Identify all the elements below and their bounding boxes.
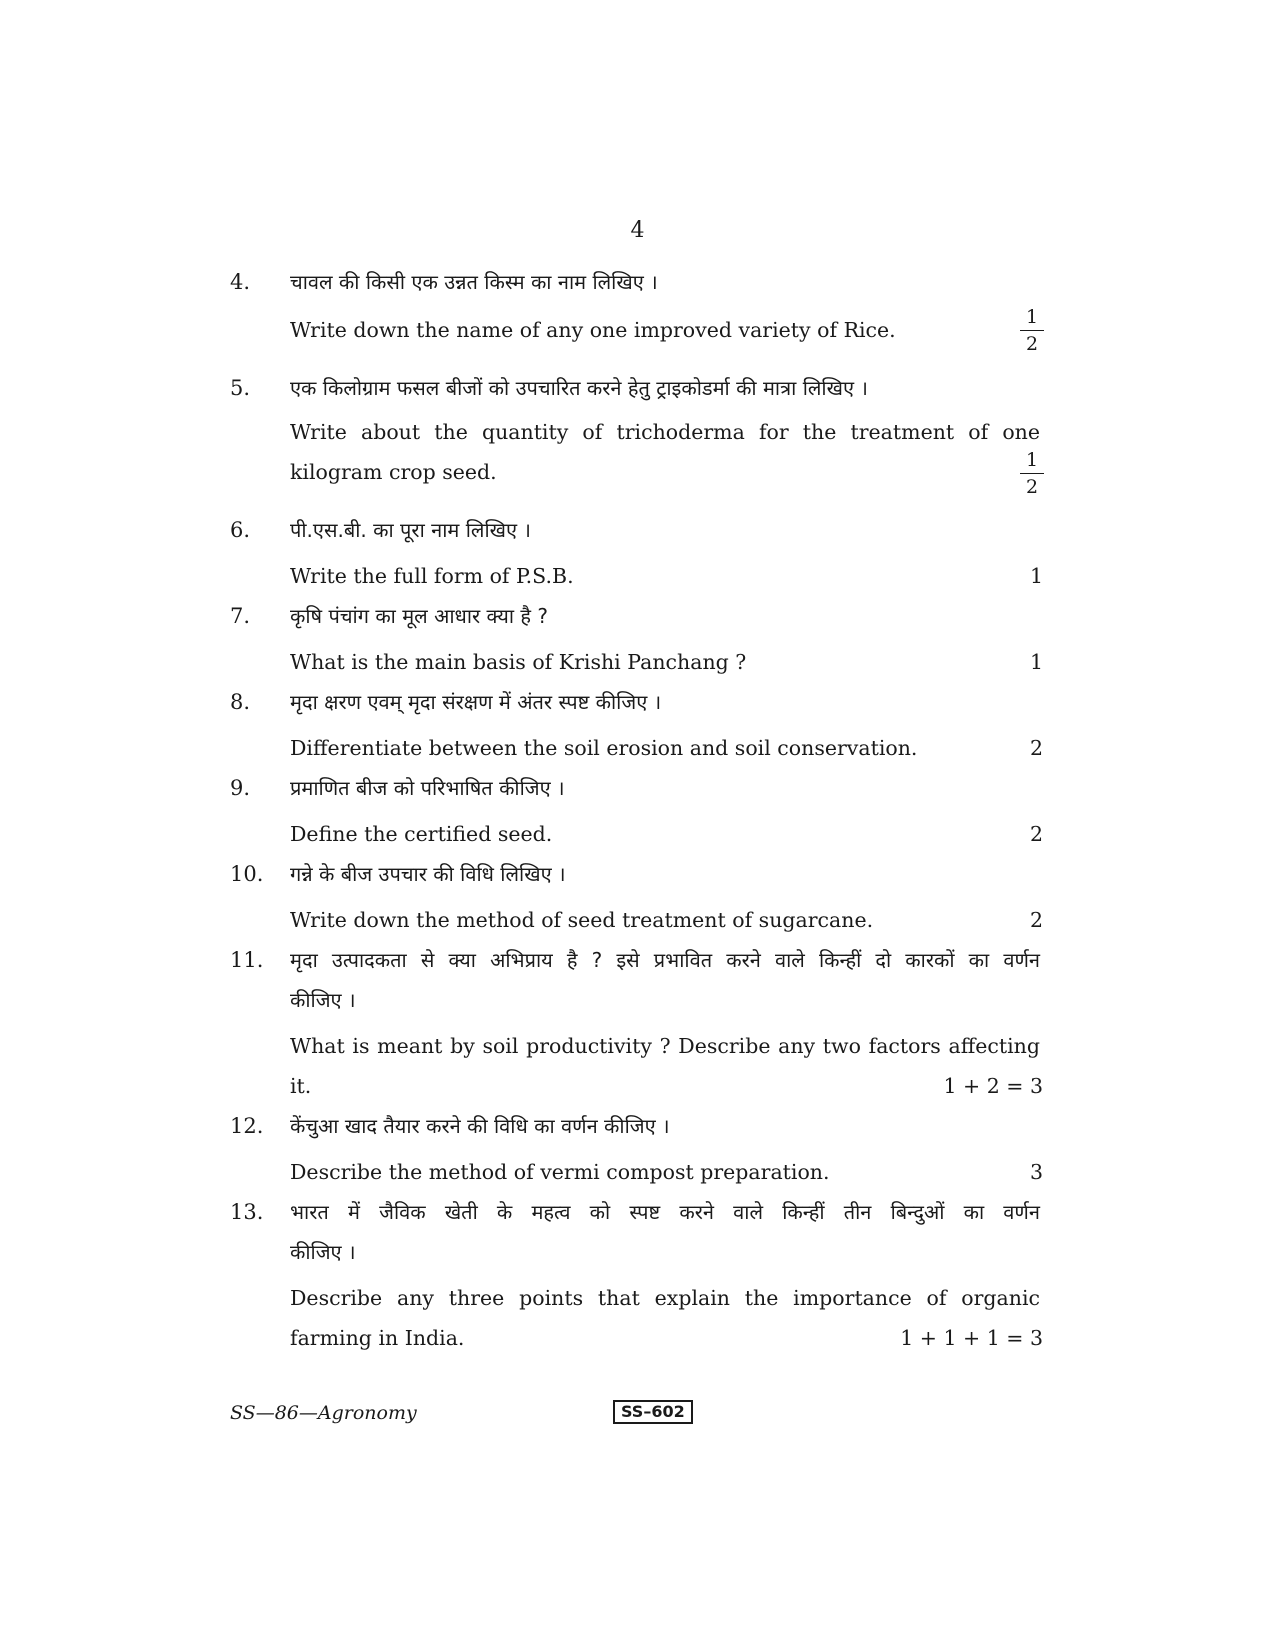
question-number: 11. — [230, 948, 264, 972]
fraction-denominator: 2 — [1025, 476, 1039, 498]
english-text: Write down the method of seed treatment of sugarcane. — [290, 908, 874, 932]
question-number: 12. — [230, 1114, 264, 1138]
hindi-text: भारत में जैविक खेती के महत्व को स्पष्ट करने वाले किन्हीं तीन बिन्दुओं का वर्णन — [290, 1200, 1040, 1224]
question-number: 4. — [230, 270, 251, 294]
hindi-text: मृदा उत्पादकता से क्या अभिप्राय है ? इसे प्रभावित करने वाले किन्हीं दो कारकों का वर्णन — [290, 948, 1040, 972]
hindi-text: केंचुआ खाद तैयार करने की विधि का वर्णन कीजिए । — [290, 1114, 670, 1138]
fraction-numerator: 1 — [1025, 449, 1039, 471]
marks: 1 — [1029, 650, 1043, 674]
english-text: Describe the method of vermi compost preparation. — [290, 1160, 830, 1184]
fraction-numerator: 1 — [1025, 306, 1039, 328]
hindi-text: मृदा क्षरण एवम् मृदा संरक्षण में अंतर स्पष्ट कीजिए । — [290, 690, 662, 714]
marks-fraction — [1020, 308, 1044, 354]
marks: 2 — [1029, 736, 1043, 760]
english-text: Write about the quantity of trichoderma for the treatment of one — [290, 420, 1040, 444]
english-text: farming in India. — [290, 1326, 465, 1350]
marks: 3 — [1029, 1160, 1043, 1184]
marks: 1 + 1 + 1 = 3 — [900, 1326, 1043, 1350]
question-number: 13. — [230, 1200, 264, 1224]
hindi-text: प्रमाणित बीज को परिभाषित कीजिए । — [290, 776, 565, 800]
english-text: Differentiate between the soil erosion and soil conservation. — [290, 736, 918, 760]
hindi-text: पी.एस.बी. का पूरा नाम लिखिए । — [290, 518, 531, 542]
page-number: 4 — [630, 218, 645, 243]
hindi-text: कीजिए । — [290, 1240, 356, 1264]
marks: 2 — [1029, 822, 1043, 846]
hindi-text: कृषि पंचांग का मूल आधार क्या है ? — [290, 604, 548, 628]
english-text: Define the certified seed. — [290, 822, 553, 846]
footer-paper-code: SS–602 — [613, 1400, 693, 1424]
hindi-text: एक किलोग्राम फसल बीजों को उपचारित करने हेतु ट्राइकोडर्मा की मात्रा लिखिए । — [290, 376, 868, 400]
question-number: 6. — [230, 518, 251, 542]
question-number: 7. — [230, 604, 251, 628]
question-number: 10. — [230, 862, 264, 886]
hindi-text: कीजिए । — [290, 988, 356, 1012]
english-text: kilogram crop seed. — [290, 460, 497, 484]
hindi-text: चावल की किसी एक उन्नत किस्म का नाम लिखिए । — [290, 270, 658, 294]
english-text: What is meant by soil productivity ? Describe any two factors affecting — [290, 1034, 1040, 1058]
footer-subject: SS—86—Agronomy — [230, 1402, 417, 1424]
question-number: 9. — [230, 776, 251, 800]
question-number: 5. — [230, 376, 251, 400]
marks: 1 — [1029, 564, 1043, 588]
english-text: Describe any three points that explain the importance of organic — [290, 1286, 1040, 1310]
marks: 2 — [1029, 908, 1043, 932]
fraction-denominator: 2 — [1025, 333, 1039, 355]
marks-fraction — [1020, 451, 1044, 497]
marks: 1 + 2 = 3 — [943, 1074, 1043, 1098]
english-text: Write the full form of P.S.B. — [290, 564, 574, 588]
hindi-text: गन्ने के बीज उपचार की विधि लिखिए । — [290, 862, 566, 886]
english-text: What is the main basis of Krishi Panchang ? — [290, 650, 747, 674]
question-number: 8. — [230, 690, 251, 714]
english-text: Write down the name of any one improved variety of Rice. — [290, 318, 896, 342]
english-text: it. — [290, 1074, 312, 1098]
